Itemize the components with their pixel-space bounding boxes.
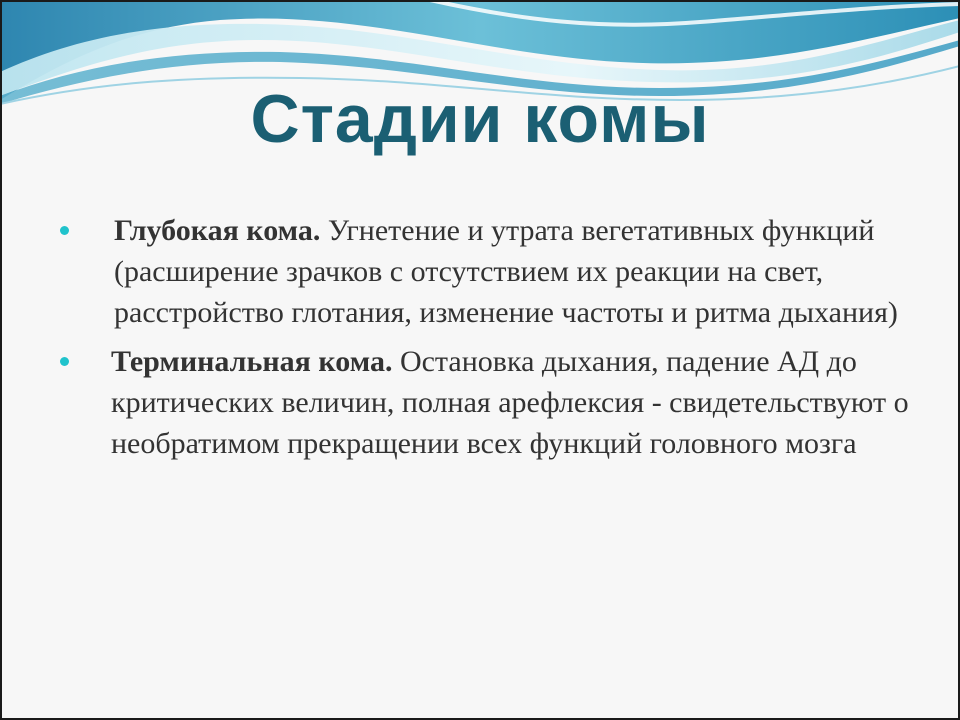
bullet-heading: Терминальная кома. [111, 345, 393, 378]
bullet-text [111, 341, 910, 464]
slide-title: Стадии комы [250, 81, 710, 157]
bullet-item-deep-coma [60, 210, 910, 333]
bullet-dot-icon [60, 226, 69, 235]
bullet-body: Угнетение и утрата вегетативных функций (расширение зрачков с отсутствием их реакции на свет, расстройство глотания, изменение частоты и ритма дыхания) [114, 214, 898, 329]
bullet-heading: Глубокая кома. [114, 214, 321, 247]
bullet-body: Остановка дыхания, падение АД до критических величин, полная арефлексия - свидетельствуют о необратимом прекращении всех функций головного мозга [111, 345, 909, 460]
bullet-dot-icon [60, 357, 69, 366]
bullet-item-terminal-coma [60, 341, 910, 464]
bullet-list [60, 210, 910, 472]
bullet-text [114, 210, 910, 333]
